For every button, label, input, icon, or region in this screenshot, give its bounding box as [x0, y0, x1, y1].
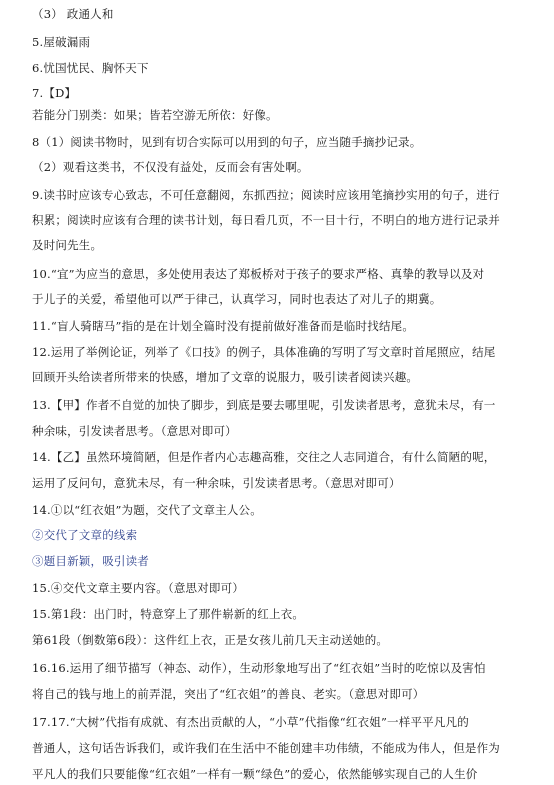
- text-line: 平凡人的我们只要能像“红衣姐”一样有一颗“绿色”的爱心，依然能够实现自己的人生价: [32, 767, 478, 781]
- text-line: 15.第1段：出门时，特意穿上了那件崭新的红上衣。: [32, 607, 305, 621]
- text-line: （2）观看这类书，不仅没有益处，反而会有害处啊。: [32, 160, 309, 174]
- text-line: 6.忧国忧民、胸怀天下: [32, 61, 149, 75]
- text-line: 于儿子的关爱，希望他可以严于律己，认真学习，同时也表达了对儿子的期冀。: [32, 292, 442, 306]
- text-line: ②交代了文章的线索: [32, 528, 138, 542]
- text-line: 若能分门别类：如果；皆若空游无所依：好像。: [32, 108, 278, 122]
- text-line: 11.“盲人骑瞎马”指的是在计划全篇时没有提前做好准备而是临时找结尾。: [32, 319, 415, 333]
- text-line: 种余味，引发读者思考。（意思对即可）: [32, 424, 237, 438]
- text-line: 5.屋破漏雨: [32, 35, 91, 49]
- text-line: 14.①以“红衣姐”为题，交代了文章主人公。: [32, 503, 262, 517]
- text-line: 10.“宜”为应当的意思，多处使用表达了郑板桥对于孩子的要求严格、真挚的教导以及对: [32, 267, 485, 281]
- text-line: 13.【甲】作者不自觉的加快了脚步，到底是要去哪里呢，引发读者思考，意犹未尽，有一: [32, 398, 496, 412]
- text-line: （3） 政通人和: [32, 7, 114, 21]
- text-line: 第61段（倒数第6段）：这件红上衣，正是女孩儿前几天主动送她的。: [32, 633, 389, 647]
- text-line: 17.17.“大树”代指有成就、有杰出贡献的人，“小草”代指像“红衣姐”一样平平凡凡的: [32, 715, 469, 729]
- text-line: 8（1）阅读书物时，见到有切合实际可以用到的句子，应当随手摘抄记录。: [32, 135, 422, 149]
- text-line: 12.运用了举例论证，列举了《口技》的例子，具体准确的写明了写文章时首尾照应，结尾: [32, 345, 496, 359]
- text-line: 15.④交代文章主要内容。（意思对即可）: [32, 581, 245, 595]
- text-line: ③题目新颖，吸引读者: [32, 554, 149, 568]
- text-line: 9.读书时应该专心致志，不可任意翻阅，东抓西拉；阅读时应该用笔摘抄实用的句子，进行: [32, 188, 500, 202]
- text-line: 16.16.运用了细节描写（神态、动作），生动形象地写出了“红衣姐”当时的吃惊以及害怕: [32, 661, 486, 675]
- text-line: 积累；阅读时应该有合理的读书计划，每日看几页，不一目十行，不明白的地方进行记录并: [32, 213, 500, 227]
- text-line: 普通人，这句话告诉我们，或许我们在生活中不能创建丰功伟绩，不能成为伟人，但是作为: [32, 741, 500, 755]
- text-line: 运用了反问句，意犹未尽，有一种余味，引发读者思考。（意思对即可）: [32, 476, 401, 490]
- text-line: 14.【乙】虽然环境简陋，但是作者内心志趣高雅，交往之人志同道合，有什么简陋的呢，: [32, 450, 496, 464]
- text-line: 回顾开头给读者所带来的快感，增加了文章的说服力，吸引读者阅读兴趣。: [32, 370, 419, 384]
- text-line: 7.【D】: [32, 86, 77, 100]
- text-line: 及时问先生。: [32, 238, 103, 252]
- text-line: 将自己的钱与地上的前弄混，突出了“红衣姐”的善良、老实。（意思对即可）: [32, 687, 425, 701]
